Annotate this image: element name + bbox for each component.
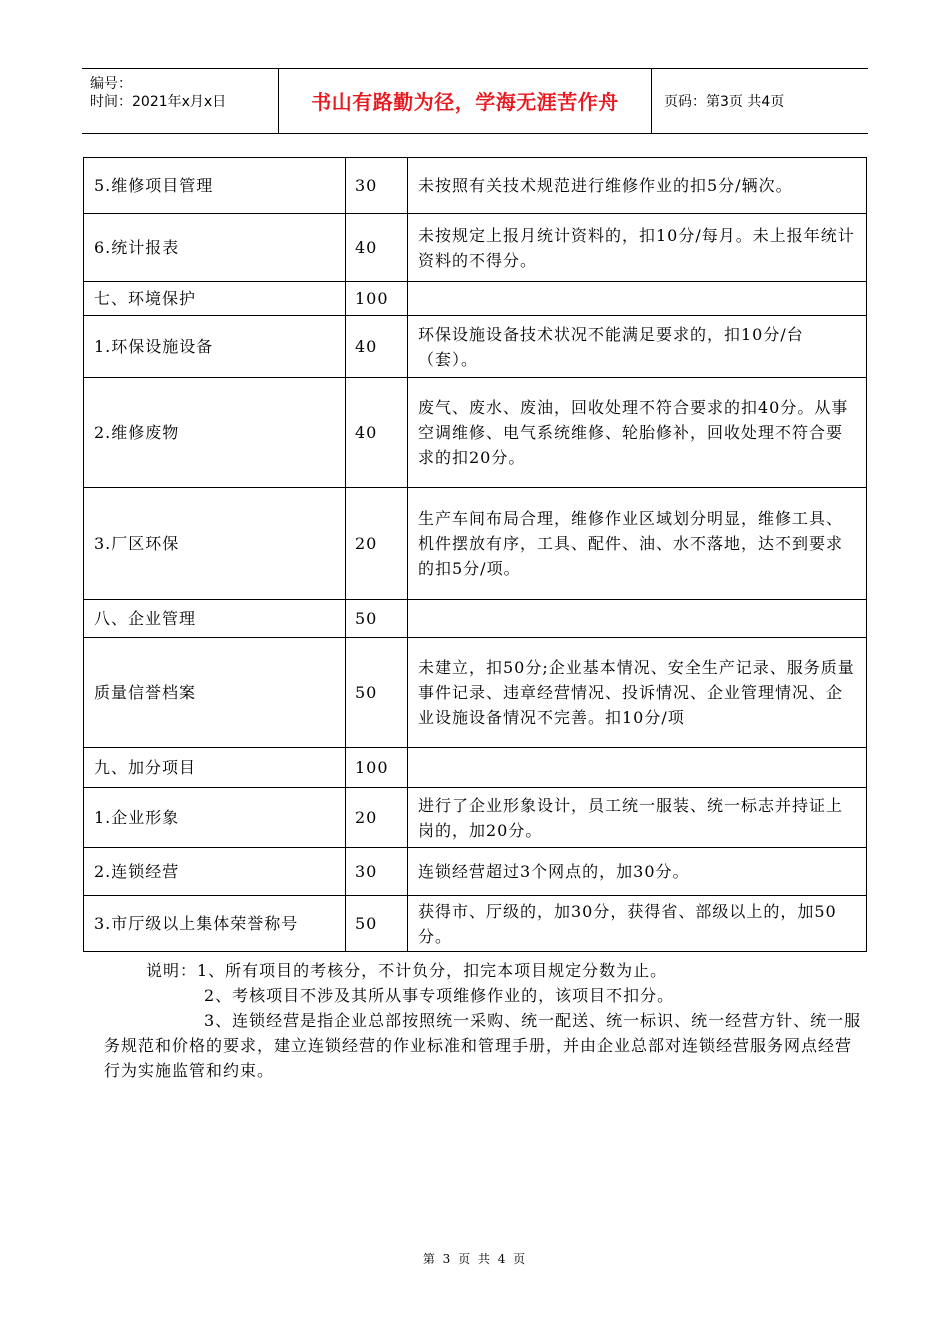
criteria-cell: 未按规定上报月统计资料的，扣10分/每月。未上报年统计资料的不得分。 [408, 214, 867, 282]
score-cell: 50 [346, 638, 408, 748]
table-row [84, 638, 867, 748]
table-row [84, 282, 867, 316]
item-cell: 质量信誉档案 [84, 638, 346, 748]
item-cell: 6.统计报表 [84, 214, 346, 282]
score-cell: 50 [346, 896, 408, 952]
notes-section [104, 958, 864, 1083]
table-row [84, 600, 867, 638]
score-cell: 20 [346, 788, 408, 848]
criteria-cell [408, 600, 867, 638]
score-cell: 100 [346, 748, 408, 788]
criteria-cell: 连锁经营超过3个网点的，加30分。 [408, 848, 867, 896]
criteria-cell [408, 282, 867, 316]
section-heading-cell: 九、加分项目 [84, 748, 346, 788]
table-row [84, 748, 867, 788]
item-cell: 2.连锁经营 [84, 848, 346, 896]
table-row [84, 158, 867, 214]
criteria-cell: 获得市、厅级的，加30分，获得省、部级以上的，加50分。 [408, 896, 867, 952]
page-footer: 第 3 页 共 4 页 [422, 1252, 528, 1266]
criteria-cell [408, 748, 867, 788]
section-heading-cell: 七、环境保护 [84, 282, 346, 316]
item-cell: 1.企业形象 [84, 788, 346, 848]
document-time-label: 时间：2021年x月x日 [90, 94, 227, 110]
criteria-cell: 废气、废水、废油，回收处理不符合要求的扣40分。从事空调维修、电气系统维修、轮胎修补，回收处理不符合要求的扣20分。 [408, 378, 867, 488]
document-number-label: 编号： [90, 76, 132, 92]
score-cell: 30 [346, 848, 408, 896]
note-1: 说明：1、所有项目的考核分，不计负分，扣完本项目规定分数为止。 [146, 961, 668, 980]
table-row [84, 488, 867, 600]
criteria-cell: 未按照有关技术规范进行维修作业的扣5分/辆次。 [408, 158, 867, 214]
item-cell: 3.市厅级以上集体荣誉称号 [84, 896, 346, 952]
table-row [84, 378, 867, 488]
page-header [82, 68, 868, 134]
note-2: 2、考核项目不涉及其所从事专项维修作业的，该项目不扣分。 [204, 986, 675, 1005]
section-heading-cell: 八、企业管理 [84, 600, 346, 638]
table-row [84, 316, 867, 378]
header-motto: 书山有路勤为径，学海无涯苦作舟 [279, 69, 652, 133]
header-meta [82, 69, 279, 133]
table-row [84, 896, 867, 952]
criteria-cell: 生产车间布局合理，维修作业区域划分明显，维修工具、机件摆放有序，工具、配件、油、水不落地，达不到要求的扣5分/项。 [408, 488, 867, 600]
item-cell: 5.维修项目管理 [84, 158, 346, 214]
score-cell: 40 [346, 214, 408, 282]
note-3: 3、连锁经营是指企业总部按照统一采购、统一配送、统一标识、统一经营方针、统一服务规范和价格的要求，建立连锁经营的作业标准和管理手册，并由企业总部对连锁经营服务网点经营行为实施监管和约束。 [104, 1011, 862, 1080]
criteria-cell: 环保设施设备技术状况不能满足要求的，扣10分/台（套）。 [408, 316, 867, 378]
score-cell: 20 [346, 488, 408, 600]
score-cell: 50 [346, 600, 408, 638]
score-cell: 40 [346, 378, 408, 488]
item-cell: 2.维修废物 [84, 378, 346, 488]
score-cell: 30 [346, 158, 408, 214]
item-cell: 1.环保设施设备 [84, 316, 346, 378]
scoring-table [83, 157, 867, 952]
score-cell: 40 [346, 316, 408, 378]
criteria-cell: 进行了企业形象设计，员工统一服装、统一标志并持证上岗的，加20分。 [408, 788, 867, 848]
table-row [84, 788, 867, 848]
item-cell: 3.厂区环保 [84, 488, 346, 600]
criteria-cell: 未建立，扣50分;企业基本情况、安全生产记录、服务质量事件记录、违章经营情况、投诉情况、企业管理情况、企业设施设备情况不完善。扣10分/项 [408, 638, 867, 748]
table-row [84, 848, 867, 896]
header-page-number: 页码：第3页 共4页 [664, 94, 785, 110]
table-row [84, 214, 867, 282]
score-cell: 100 [346, 282, 408, 316]
